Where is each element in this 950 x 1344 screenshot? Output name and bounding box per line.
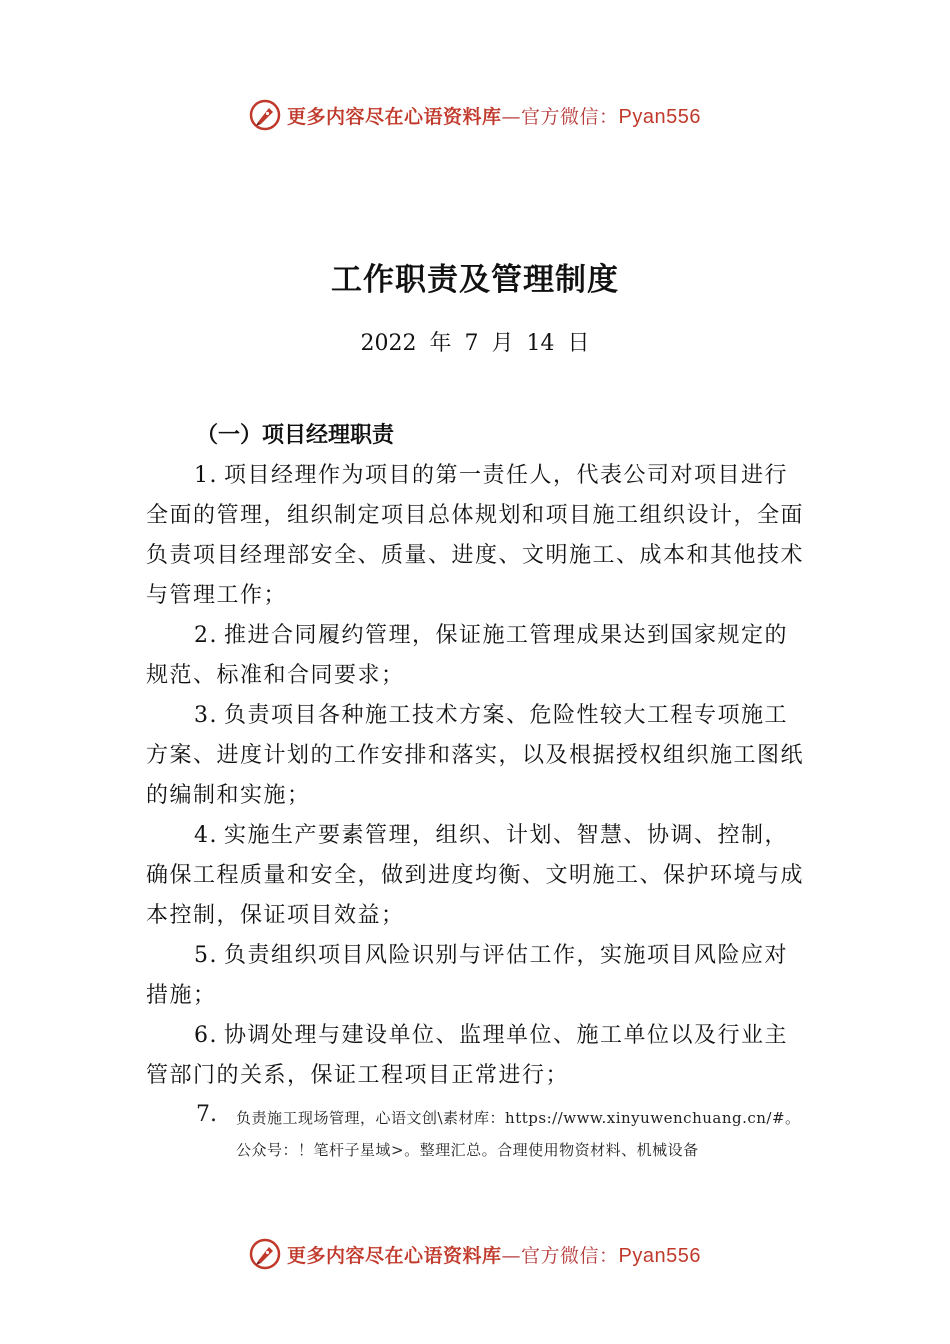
list-item <box>146 936 810 1016</box>
banner-label: 官方微信： <box>521 1244 619 1267</box>
header-banner <box>0 95 950 135</box>
item7-line2: 公众号：！笔杆子星域>。整理汇总。合理使用物资材料、机械设备 <box>236 1141 699 1159</box>
banner-wechat-id: Pyan556 <box>618 1244 701 1267</box>
pen-nib-logo-icon <box>249 1238 281 1270</box>
item-text: 项目经理作为项目的第一责任人，代表公司对项目进行全面的管理，组织制定项目总体规划和项目施工组织设计，全面负责项目经理部安全、质量、进度、文明施工、成本和其他技术与管理工作； <box>146 463 805 608</box>
banner-lead: 更多内容尽在心语资料库 <box>287 105 502 128</box>
banner-label: 官方微信： <box>521 105 619 128</box>
item-number: 7. <box>196 1102 217 1127</box>
list-item-7 <box>196 1102 846 1166</box>
list-item <box>146 816 810 936</box>
list-item <box>146 696 810 816</box>
list-item <box>146 1016 810 1096</box>
item-number: 1. <box>194 463 218 488</box>
banner-text <box>287 1241 701 1268</box>
item-text: 负责项目各种施工技术方案、危险性较大工程专项施工方案、进度计划的工作安排和落实，以及根据授权组织施工图纸的编制和实施； <box>146 703 805 808</box>
banner-dash: — <box>501 105 522 128</box>
list-item <box>146 456 810 616</box>
document-body <box>146 456 810 1096</box>
footer-banner <box>0 1234 950 1274</box>
item-text: 负责组织项目风险识别与评估工作，实施项目风险应对措施； <box>146 943 789 1008</box>
banner-text <box>287 102 701 129</box>
banner-dash: — <box>501 1244 522 1267</box>
pen-nib-logo-icon <box>249 99 281 131</box>
item-text: 实施生产要素管理，组织、计划、智慧、协调、控制，确保工程质量和安全，做到进度均衡、文明施工、保护环境与成本控制，保证项目效益； <box>146 823 805 928</box>
item-number: 3. <box>194 703 218 728</box>
banner-wechat-id: Pyan556 <box>618 105 701 128</box>
item-number: 6. <box>194 1023 218 1048</box>
item7-line1: 负责施工现场管理，心语文创\素材库：https://www.xinyuwenchuang.cn/#。 <box>236 1109 801 1127</box>
item-number: 5. <box>194 943 218 968</box>
item-number: 2. <box>194 623 218 648</box>
document-title: 工作职责及管理制度 <box>331 262 619 298</box>
section-heading: （一）项目经理职责 <box>196 423 395 448</box>
banner-lead: 更多内容尽在心语资料库 <box>287 1244 502 1267</box>
item-text: 协调处理与建设单位、监理单位、施工单位以及行业主管部门的关系，保证工程项目正常进行； <box>146 1023 789 1088</box>
item-text: 推进合同履约管理，保证施工管理成果达到国家规定的规范、标准和合同要求； <box>146 623 789 688</box>
item-number: 4. <box>194 823 218 848</box>
list-item <box>146 616 810 696</box>
document-date: 2022 年 7 月 14 日 <box>360 331 590 356</box>
